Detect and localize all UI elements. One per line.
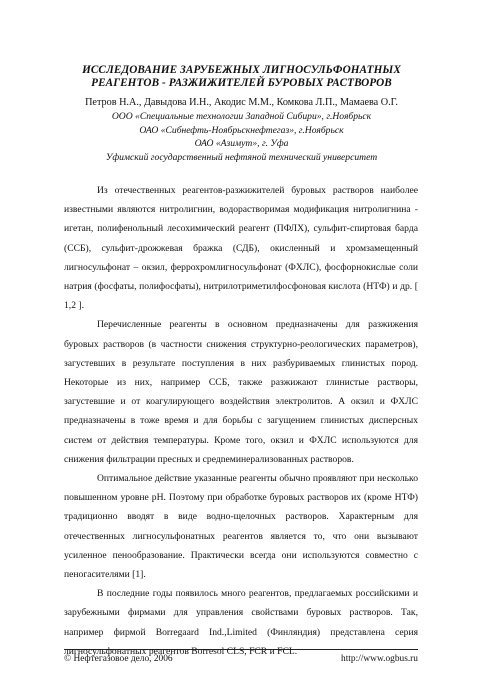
paragraph-3: Оптимальное действие указанные реагенты обычно проявляют при несколько повышенном уровне рН. Поэтому при обработке буровых растворов их (кроме НТФ) традиционно вводят в виде водно-щелочных растворов. Характерным для отечественных лигносульфонатных реагентов является то, что они вызывают усиленное пенообразование. Практически всегда они используются совместно с пеногасителями [1]. [64,473,418,581]
paragraph-4: В последние годы появилось много реагентов, предлагаемых российскими и зарубежными фирмами для управления свойствами буровых растворов. Так, например фирмой Borregaard Ind.,Limited (Финляндия) представлена серия лигносульфонатных реагентов Borresol CLS, FCR и FCL. [64,588,418,657]
affiliation-2: ОАО «Сибнефть-Ноябрьскнефтегаз», г.Ноябрьск [139,124,344,136]
paragraph-1: Из отечественных реагентов-разжижителей буровых растворов наиболее известными являются нитролигнин, водорастворимая модификация нитролигнина - игетан, полифенольный лесохимический реагент (ПФЛХ), сульфит-спиртовая барда (ССБ), сульфит-дрожжевая бражка (СДБ), окисленный и хромзамещенный лигносульфонат – окзил, феррохромлигносульфонат (ФХЛС), фосфорнокислые соли натрия (фосфаты, полифосфаты), нитрилотриметилфосфоновая кислота (НТФ) и др. [ 1,2 ]. [64,185,418,312]
footer-divider [64,649,418,650]
footer-url: http://www.ogbus.ru [341,654,418,664]
body-text [64,181,418,661]
paper-title [40,64,443,90]
affiliation-1: ООО «Специальные технологии Западной Сибири», г.Ноябрьск [111,111,372,122]
affiliation-3: ОАО «Азимут», г. Уфа [194,138,289,149]
title-line-2: РЕАГЕНТОВ - РАЗЖИЖИТЕЛЕЙ БУРОВЫХ РАСТВОРОВ [91,77,392,89]
affiliation-4: Уфимский государственный нефтяной технический университет [105,151,378,163]
affiliation-list [40,110,443,164]
footer-copyright: © Нефтегазовое дело, 2006 [64,654,173,664]
title-line-1: ИССЛЕДОВАНИЕ ЗАРУБЕЖНЫХ ЛИГНОСУЛЬФОНАТНЫХ [82,64,401,76]
paragraph-2: Перечисленные реагенты в основном предназначены для разжижения буровых растворов (в частности снижения структурно-реологических параметров), загустевших в результате поступления в них разбуриваемых глинистых пород. Некоторые из них, например ССБ, также разжижают глинистые растворы, загустевшие и от коагулирующего воздействия электролитов. А окзил и ФХЛС предназначены в тоже время и для борьбы с загущением глинистых дисперсных систем от действия температуры. Кроме того, окзил и ФХЛС используются для снижения фильтрации пресных и средneминерализованных растворов. [64,319,418,465]
author-list: Петров Н.А., Давыдова И.Н., Акодис М.М., Комкова Л.П., Мамаева О.Г. [85,97,398,108]
